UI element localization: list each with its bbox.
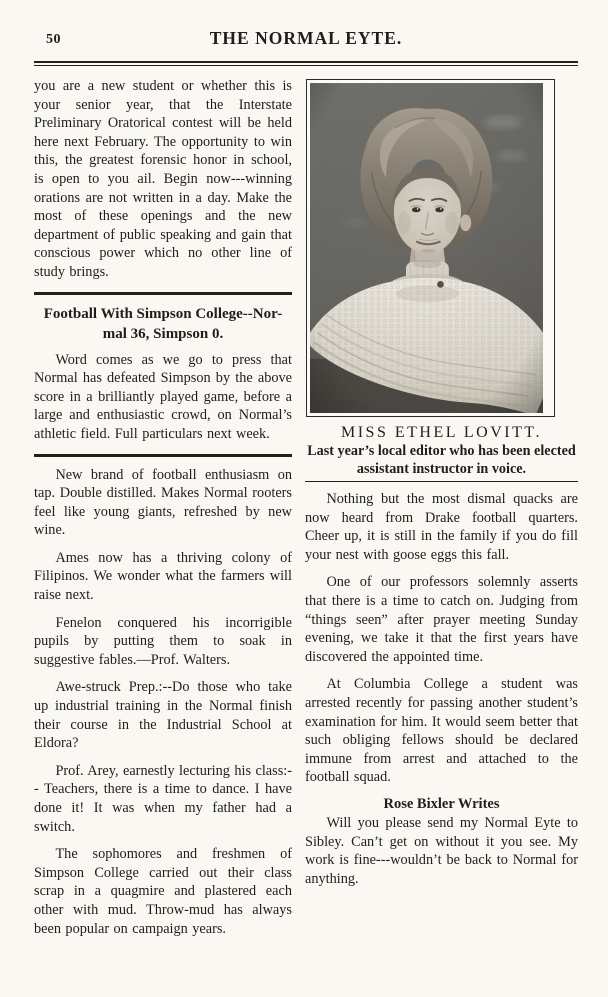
article-paragraph: Nothing but the most dismal quacks are now heard from Drake football quarters. Cheer up, it is still in the family if you do fill your nest with goose eggs this fall. <box>305 491 578 563</box>
letter-body: Will you please send my Normal Eyte to Sibley. Can’t get on without it you see. My work is fine---wouldn’t be back to Normal for anything. <box>305 814 578 887</box>
article-paragraph: Prof. Arey, earnestly lecturing his class:-- Teachers, there is a time to dance. I have done it! It was when my father had a switch. <box>34 762 292 835</box>
article-paragraph: Ames now has a thriving colony of Filipinos. We wonder what the farmers will raise next. <box>34 549 292 604</box>
article-paragraph: At Columbia College a student was arrested recently for passing another student’s examination for him. It would seem better that such obliging fellows should be declared immune from arrest and attached to the football squad. <box>305 676 578 786</box>
left-column <box>34 77 292 947</box>
page-columns <box>34 77 578 947</box>
article-paragraph: The sophomores and freshmen of Simpson College carried out their class scrap in a quagmire and plastered each other with mud. Throw-mud has always been popular on campaign years. <box>34 846 292 937</box>
article-headline <box>34 304 292 345</box>
page-number: 50 <box>46 32 61 47</box>
section-rule <box>34 454 292 457</box>
article-paragraph: Fenelon conquered his incorrigible pupils by putting them to soak in suggestive fables.—Prof. Walters. <box>34 614 292 668</box>
publication-title: THE NORMAL EYTE. <box>209 28 403 48</box>
article-paragraph: One of our professors solemnly asserts that there is a time to catch on. Judging from “things seen” after prayer meeting Sunday evening, we take it that the first years have discovered the appointed time. <box>305 574 578 665</box>
right-column <box>305 77 578 947</box>
letter-heading: Rose Bixler Writes <box>383 795 500 812</box>
caption-rule <box>305 481 578 482</box>
article-paragraph: Awe-struck Prep.:--Do those who take up industrial training in the Normal finish their course in the Industrial School at Eldora? <box>34 679 292 752</box>
section-rule <box>34 292 292 295</box>
headline-line: mal 36, Simpson 0. <box>102 326 224 343</box>
article-paragraph: you are a new student or whether this is your senior year, that the Interstate Preliminary Oratorical contest will be held here next February. The opportunity to win this, the greatest forensic honor in school, is open to you ail. Begin now---winning orations are not written in a day. Make the most of these openings and the new department of public speaking and gain that conscious power which no other line of study brings. <box>34 78 292 280</box>
portrait-photo-image <box>310 83 543 413</box>
header-rule <box>34 61 578 66</box>
article-paragraph: New brand of football enthusiasm on tap. Double distilled. Makes Normal rooters feel like young giants, refreshed by new wine. <box>34 466 292 539</box>
headline-line: Football With Simpson College--Nor- <box>43 305 283 322</box>
portrait-photo <box>306 79 555 417</box>
photo-subcaption: Last year’s local editor who has been elected assistant instructor in voice. <box>307 443 576 477</box>
photo-caption: MISS ETHEL LOVITT. <box>341 424 542 441</box>
masthead <box>34 26 578 56</box>
article-paragraph: Word comes as we go to press that Normal has defeated Simpson by the above score in a brilliantly played game, before a large and enthusiastic crowd, on Normal’s athletic field. Full particulars next week. <box>34 351 292 442</box>
